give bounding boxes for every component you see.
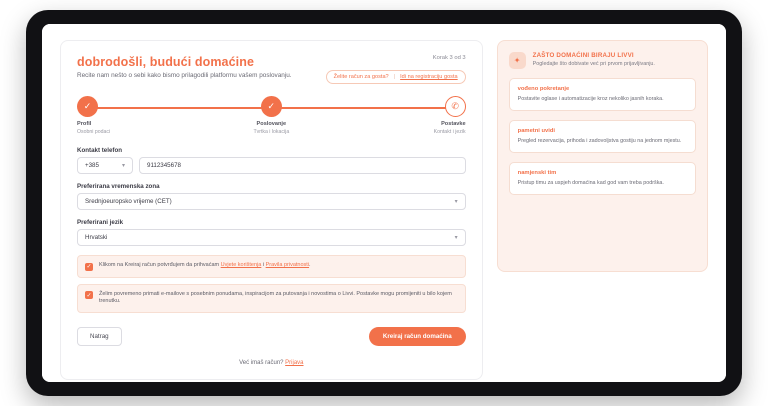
terms-of-use-link[interactable]: Uvjete korištenja (220, 262, 262, 268)
guest-pill-question: Želite račun za gosta? (333, 74, 389, 80)
phone-label: Kontakt telefon (77, 147, 123, 154)
step-label: Profil (77, 121, 92, 127)
terms-text-mid: i (261, 262, 266, 268)
timezone-label: Preferirana vremenska zona (77, 183, 160, 190)
benefits-header-text (533, 52, 655, 69)
step-label: Poslovanje (256, 121, 287, 127)
privacy-policy-link[interactable]: Pravila privatnosti (265, 262, 310, 268)
benefit-text: Postavite oglase i automatizacije kroz nekoliko jasnih koraka. (517, 96, 664, 102)
benefits-header (509, 52, 696, 69)
terms-text-before: Klikom na Kreiraj račun potvrđujem da prihvaćam (99, 262, 221, 268)
step-sublabel: Kontakt i jezik (433, 128, 466, 135)
step-poslovanje[interactable] (216, 96, 326, 135)
benefit-title: vođeno pokretanje (517, 86, 570, 92)
signup-page (42, 24, 726, 382)
chevron-down-icon: ▾ (121, 163, 125, 169)
login-link[interactable]: Prijava (285, 360, 304, 367)
benefit-card (509, 162, 696, 195)
phone-input-value: 9112345678 (147, 162, 181, 169)
page-subtitle: Recite nam nešto o sebi kako bismo prilagodili platformu vašem poslovanju. (77, 72, 292, 79)
benefit-text: Pregled rezervacija, prihoda i zadovoljstva gostiju na jednom mjestu. (517, 138, 682, 145)
form-actions (77, 327, 466, 346)
chevron-down-icon: ▾ (454, 199, 458, 205)
benefits-subtitle: Pogledajte što dobivate već pri prvom prijavljivanju. (532, 61, 655, 67)
timezone-select[interactable] (77, 193, 466, 210)
benefit-text: Pristup timu za uspjeh domaćina kad god vam treba podrška. (517, 180, 664, 187)
benefit-card (509, 78, 696, 111)
benefit-title: namjenski tim (517, 170, 557, 177)
check-icon: ✓ (261, 96, 282, 117)
country-code-value: +385 (85, 162, 99, 169)
form-header-text (77, 55, 292, 81)
benefit-card (509, 120, 696, 153)
marketing-checkbox[interactable]: ✓ (86, 292, 92, 299)
phone-row (77, 157, 466, 174)
chevron-down-icon: ▾ (454, 235, 458, 241)
step-postavke[interactable] (356, 96, 466, 135)
check-icon: ✓ (77, 96, 98, 117)
laptop-frame (26, 10, 742, 396)
language-value: Hrvatski (85, 234, 108, 241)
phone-icon: ✆ (445, 96, 466, 117)
existing-account-text: Već imaš račun? (239, 360, 286, 367)
language-select[interactable] (77, 229, 466, 246)
form-header (77, 55, 466, 84)
step-sublabel: Osobni podaci (77, 128, 111, 135)
create-host-account-button[interactable]: Kreiraj račun domaćina (369, 327, 466, 346)
timezone-value: Srednjoeuropsko vrijeme (CET) (85, 198, 172, 205)
sparkle-icon: ✦ (509, 52, 526, 69)
terms-text-after: . (309, 262, 311, 268)
marketing-consent-row[interactable] (77, 284, 466, 314)
progress-stepper (77, 96, 466, 138)
page-title: dobrodošli, budući domaćine (77, 55, 255, 69)
guest-account-pill[interactable] (326, 70, 466, 84)
device-screen (42, 24, 726, 382)
existing-account-line (77, 360, 466, 366)
back-button[interactable]: Natrag (77, 327, 122, 346)
guest-pill-separator: | (393, 74, 396, 80)
benefits-panel (497, 40, 708, 272)
step-indicator: Korak 3 od 3 (432, 55, 466, 61)
terms-checkbox[interactable]: ✓ (86, 264, 92, 270)
benefit-title: pametni uvidi (517, 128, 556, 135)
guest-registration-link[interactable]: Idi na registraciju gosta (400, 74, 458, 80)
country-code-select[interactable] (77, 157, 133, 174)
language-label: Preferirani jezik (77, 219, 124, 226)
benefits-title: ZAŠTO DOMAĆINI BIRAJU LIVVI (532, 52, 634, 59)
step-sublabel: Tvrtka i lokacija (253, 128, 290, 135)
step-profil[interactable] (77, 96, 187, 135)
stepper-steps (77, 96, 466, 135)
form-header-right (326, 55, 466, 84)
terms-consent-row[interactable] (77, 255, 466, 278)
marketing-consent-text: Želim povremeno primati e-mailove s posebnim ponudama, inspiracijom za putovanja i novostima o Livvi. Postavke mogu promijeniti u bilo kojem trenutku. (99, 290, 452, 305)
signup-form-card (60, 40, 483, 380)
terms-consent-text (99, 262, 311, 270)
phone-input[interactable] (139, 157, 466, 174)
step-label: Postavke (441, 121, 466, 127)
